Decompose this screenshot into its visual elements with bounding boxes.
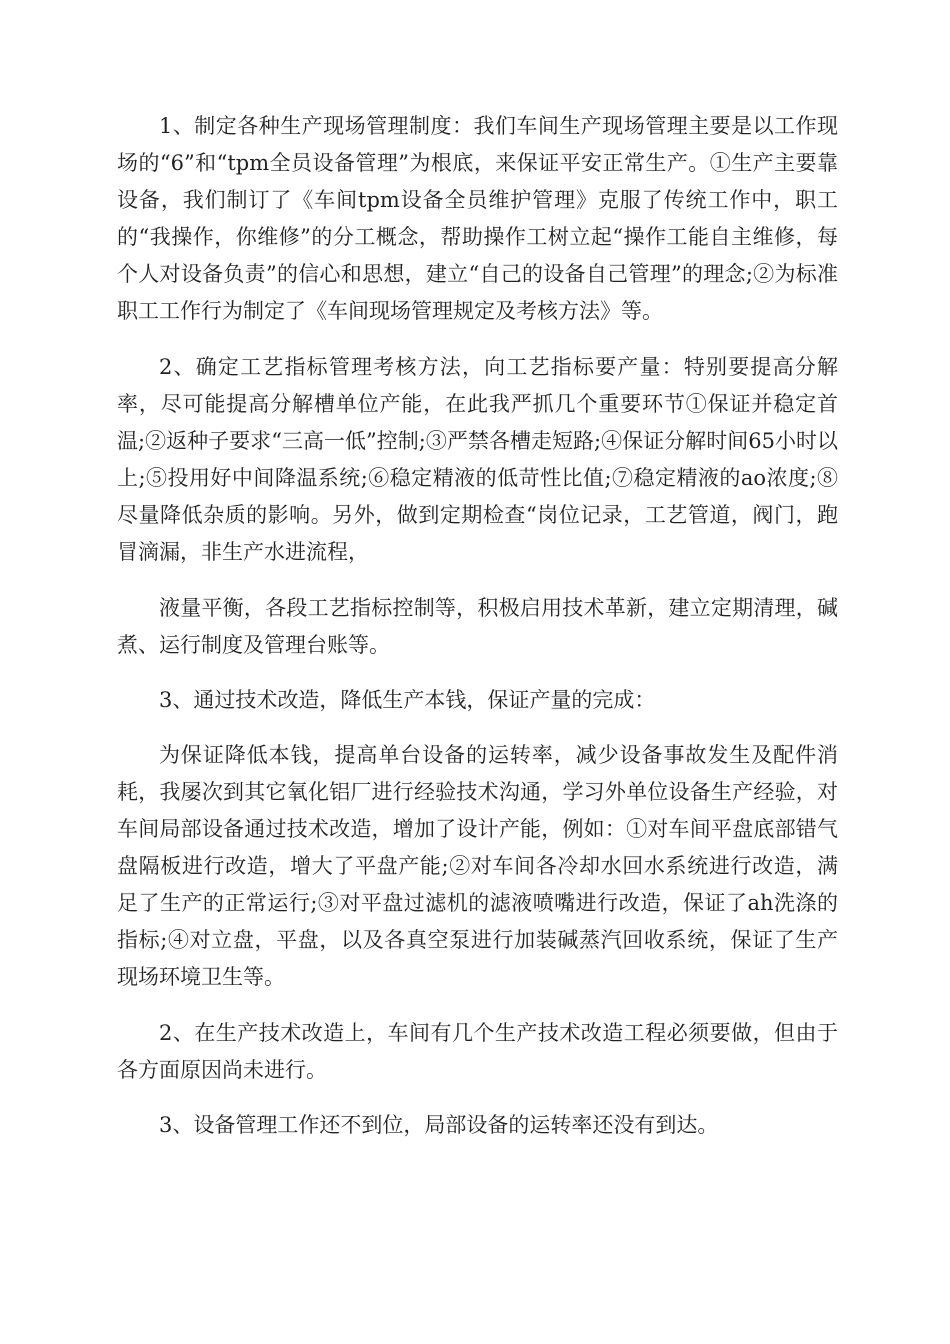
paragraph-liquid-balance: 液量平衡，各段工艺指标控制等，积极启用技术革新，建立定期清理，碱煮、运行制度及管理台账等。: [117, 596, 838, 657]
paragraph-equipment-shortfall: 3、设备管理工作还不到位，局部设备的运转率还没有到达。: [159, 1113, 719, 1137]
paragraph-tech-upgrade-heading: 3、通过技术改造，降低生产本钱，保证产量的完成：: [159, 688, 656, 712]
paragraph-pending-projects: 2、在生产技术改造上，车间有几个生产技术改造工程必须要做，但由于各方面原因尚未进行。: [117, 1021, 838, 1082]
paragraph-process-indicators: 2、确定工艺指标管理考核方法，向工艺指标要产量：特别要提高分解率，尽可能提高分解槽单位产能，在此我严抓几个重要环节①保证并稳定首温;②返种子要求“三高一低”控制;③严禁各槽走短路;④保证分解时间65小时以上;⑤投用好中间降温系统;⑥稳定精液的低苛性比值;⑦稳定精液的ao浓度;⑧尽量降低杂质的影响。另外，做到定期检查“岗位记录，工艺管道，阀门，跑冒滴漏，非生产水进流程，: [117, 355, 838, 564]
paragraph-site-management: 1、制定各种生产现场管理制度：我们车间生产现场管理主要是以工作现场的“6”和“tpm全员设备管理”为根底，来保证平安正常生产。①生产主要靠设备，我们制订了《车间tpm设备全员维护管理》克服了传统工作中，职工的“我操作，你维修”的分工概念，帮助操作工树立起“操作工能自主维修，每个人对设备负责”的信心和思想，建立“自己的设备自己管理”的理念;②为标准职工工作行为制定了《车间现场管理规定及考核方法》等。: [117, 114, 838, 323]
paragraph-cost-reduction: 为保证降低本钱，提高单台设备的运转率，减少设备事故发生及配件消耗，我屡次到其它氧化铝厂进行经验技术沟通，学习外单位设备生产经验，对车间局部设备通过技术改造，增加了设计产能，例如：①对车间平盘底部错气盘隔板进行改造，增大了平盘产能;②对车间各冷却水回水系统进行改造，满足了生产的正常运行;③对平盘过滤机的滤液喷嘴进行改造，保证了ah洗涤的指标;④对立盘，平盘，以及各真空泵进行加装碱蒸汽回收系统，保证了生产现场环境卫生等。: [117, 743, 838, 989]
